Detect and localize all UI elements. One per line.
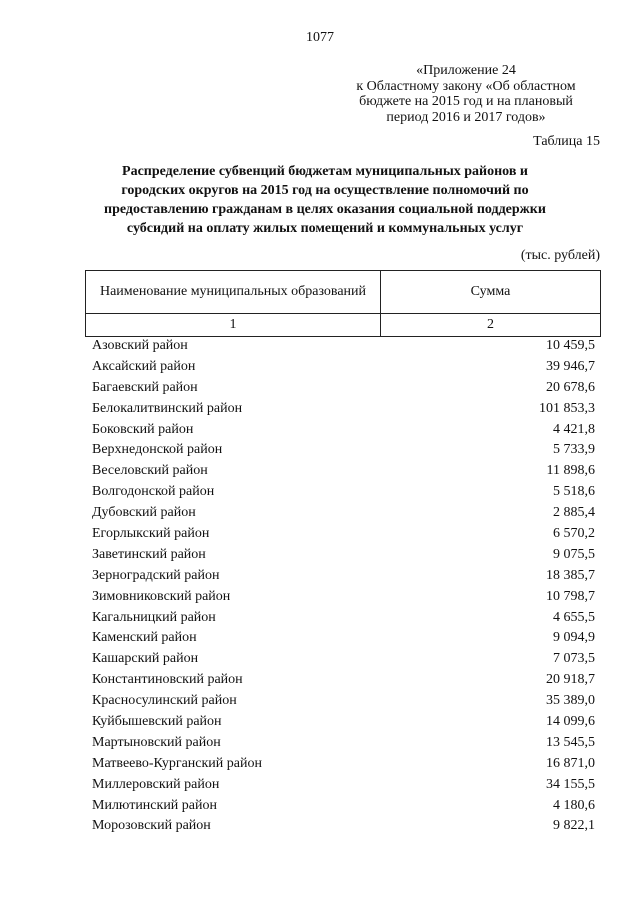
table-row — [92, 524, 595, 545]
municipality-name: Верхнедонской район — [92, 442, 223, 458]
municipality-name: Миллеровский район — [92, 776, 220, 792]
amount-value: 20 678,6 — [546, 379, 595, 395]
municipality-name: Мартыновский район — [92, 734, 221, 750]
table-row — [92, 691, 595, 712]
table-row — [92, 545, 595, 566]
amount-value: 7 073,5 — [553, 651, 595, 667]
amount-value: 101 853,3 — [539, 400, 595, 416]
table-row — [92, 754, 595, 775]
amount-value: 4 655,5 — [553, 609, 595, 625]
municipality-name: Зерноградский район — [92, 567, 220, 583]
units-label: (тыс. рублей) — [520, 248, 600, 263]
table-row — [92, 420, 595, 441]
table-row — [92, 670, 595, 691]
header-row — [86, 271, 601, 314]
table-row — [92, 816, 595, 837]
table-row — [92, 503, 595, 524]
municipality-name: Заветинский район — [92, 546, 206, 562]
amount-value: 9 822,1 — [553, 818, 595, 834]
table-row — [92, 399, 595, 420]
municipality-name: Константиновский район — [92, 672, 243, 688]
amount-value: 10 798,7 — [546, 588, 595, 604]
table-row — [92, 796, 595, 817]
municipality-name: Аксайский район — [92, 358, 196, 374]
table-row — [92, 649, 595, 670]
column-header-name: Наименование муниципальных образований — [86, 271, 381, 314]
amount-value: 5 518,6 — [553, 484, 595, 500]
amount-value: 4 180,6 — [553, 797, 595, 813]
municipality-name: Красносулинский район — [92, 693, 237, 709]
municipality-name: Азовский район — [92, 338, 188, 353]
table-row — [92, 712, 595, 733]
column-header-amount: Сумма — [381, 271, 601, 314]
municipality-name: Морозовский район — [92, 818, 211, 834]
table-row — [92, 587, 595, 608]
appendix-line: к Областному закону «Об областном — [356, 78, 576, 94]
amount-value: 14 099,6 — [546, 714, 595, 730]
amount-value: 2 885,4 — [553, 505, 595, 521]
table-row — [92, 775, 595, 796]
table-label: Таблица 15 — [533, 134, 600, 149]
amount-value: 20 918,7 — [546, 672, 595, 688]
table-row — [92, 357, 595, 378]
municipality-name: Боковский район — [92, 421, 194, 437]
table-row — [92, 440, 595, 461]
municipality-name: Милютинский район — [92, 797, 218, 813]
municipality-name: Волгодонской район — [92, 484, 215, 500]
column-number-1: 1 — [86, 314, 381, 337]
amount-value: 18 385,7 — [546, 567, 595, 583]
municipality-name: Кагальницкий район — [92, 609, 216, 625]
municipality-name: Багаевский район — [92, 379, 198, 395]
municipality-name: Матвеево-Курганский район — [92, 755, 262, 771]
page-number: 1077 — [306, 30, 334, 45]
table-header — [85, 270, 601, 337]
column-number-row — [86, 314, 601, 337]
appendix-line: период 2016 и 2017 годов» — [386, 109, 546, 125]
table-row — [92, 566, 595, 587]
amount-value: 4 421,8 — [553, 421, 595, 437]
table-row — [92, 608, 595, 629]
municipality-name: Каменский район — [92, 630, 197, 646]
table-row — [92, 733, 595, 754]
municipality-name: Куйбышевский район — [92, 714, 222, 730]
amount-value: 10 459,5 — [546, 338, 595, 353]
municipality-name: Егорлыкский район — [92, 526, 210, 542]
amount-value: 5 733,9 — [553, 442, 595, 458]
table-row — [92, 336, 595, 357]
amount-value: 9 075,5 — [553, 546, 595, 562]
appendix-line: бюджете на 2015 год и на плановый — [359, 94, 573, 109]
amount-value: 35 389,0 — [546, 693, 595, 709]
appendix-line: «Приложение 24 — [416, 63, 516, 78]
municipality-name: Веселовский район — [92, 463, 208, 479]
amount-value: 9 094,9 — [553, 630, 595, 646]
table-row — [92, 482, 595, 503]
table-row — [92, 461, 595, 482]
amount-value: 13 545,5 — [546, 734, 595, 750]
municipality-name: Белокалитвинский район — [92, 400, 243, 416]
municipality-name: Кашарский район — [92, 651, 199, 667]
table-row — [92, 628, 595, 649]
column-number-2: 2 — [381, 314, 601, 337]
appendix-reference — [330, 63, 602, 125]
table-body — [92, 336, 595, 837]
amount-value: 16 871,0 — [546, 755, 595, 771]
amount-value: 34 155,5 — [546, 776, 595, 792]
amount-value: 11 898,6 — [546, 463, 595, 479]
amount-value: 6 570,2 — [553, 526, 595, 542]
table-row — [92, 378, 595, 399]
municipality-name: Зимовниковский район — [92, 588, 231, 604]
amount-value: 39 946,7 — [546, 358, 595, 374]
municipality-name: Дубовский район — [92, 505, 196, 521]
document-title: Распределение субвенций бюджетам муниципальных районов и городских округов на 2015 год на осуществление полномочий по предоставлению гражданам в целях оказания социальной поддержки субсидий на оплату жилых помещений и коммунальных услуг — [104, 164, 546, 236]
